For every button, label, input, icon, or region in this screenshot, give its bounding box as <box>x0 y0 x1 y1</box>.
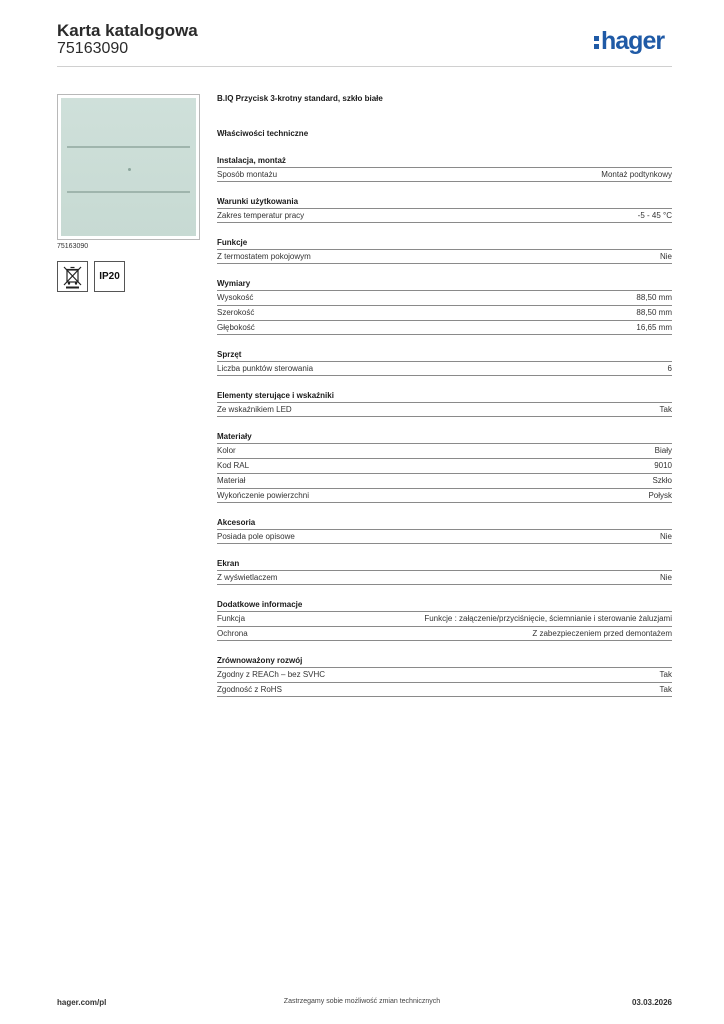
spec-row <box>217 208 672 223</box>
product-image <box>57 94 200 240</box>
spec-rows <box>217 167 672 182</box>
spec-value: 6 <box>667 364 672 373</box>
ip-rating-badge: IP20 <box>94 261 125 292</box>
spec-value: Montaż podtynkowy <box>601 170 672 179</box>
spec-value: Funkcje : załączenie/przyciśnięcie, ściemnianie i sterowanie żaluzjami <box>424 614 672 623</box>
spec-rows <box>217 667 672 697</box>
spec-rows <box>217 529 672 544</box>
spec-value: Połysk <box>648 491 672 500</box>
section-title: Materiały <box>217 432 252 441</box>
document-title: Karta katalogowa <box>57 21 198 40</box>
spec-rows <box>217 249 672 264</box>
spec-value: Biały <box>654 446 672 455</box>
spec-section <box>217 599 672 641</box>
section-title: Instalacja, montaż <box>217 156 286 165</box>
section-title: Dodatkowe informacje <box>217 600 303 609</box>
spec-section <box>217 196 672 223</box>
spec-value: Nie <box>659 252 672 261</box>
spec-value: 88,50 mm <box>636 293 672 302</box>
spec-rows <box>217 290 672 335</box>
spec-label: Zgodny z REACh – bez SVHC <box>217 670 326 679</box>
spec-label: Wykończenie powierzchni <box>217 491 309 500</box>
spec-row <box>217 529 672 544</box>
spec-section <box>217 558 672 585</box>
spec-value: 9010 <box>654 461 672 470</box>
section-title: Elementy sterujące i wskaźniki <box>217 391 334 400</box>
key-separator <box>67 146 190 148</box>
brand-logo <box>594 26 664 56</box>
spec-section <box>217 278 672 335</box>
spec-row <box>217 611 672 626</box>
spec-rows <box>217 570 672 585</box>
spec-row <box>217 570 672 585</box>
spec-value: -5 - 45 °C <box>637 211 672 220</box>
section-title: Funkcje <box>217 238 248 247</box>
spec-value: Tak <box>659 405 672 414</box>
spec-label: Głębokość <box>217 323 255 332</box>
spec-section <box>217 390 672 417</box>
spec-row <box>217 249 672 264</box>
spec-label: Sposób montażu <box>217 170 278 179</box>
footer-date: 03.03.2026 <box>631 998 672 1007</box>
logo-text: hager <box>601 27 665 55</box>
section-title: Zrównoważony rozwój <box>217 656 303 665</box>
spec-row <box>217 305 672 320</box>
spec-label: Liczba punktów sterowania <box>217 364 314 373</box>
spec-row <box>217 443 672 458</box>
spec-label: Posiada pole opisowe <box>217 532 295 541</box>
spec-value: Szkło <box>652 476 672 485</box>
spec-rows <box>217 443 672 503</box>
spec-row <box>217 290 672 305</box>
spec-section <box>217 349 672 376</box>
section-title: Ekran <box>217 559 240 568</box>
section-title: Akcesoria <box>217 518 256 527</box>
spec-label: Kod RAL <box>217 461 250 470</box>
spec-section <box>217 517 672 544</box>
specifications <box>217 92 672 697</box>
header-divider <box>57 66 672 67</box>
spec-value: 88,50 mm <box>636 308 672 317</box>
section-title: Warunki użytkowania <box>217 197 299 206</box>
section-title: Sprzęt <box>217 350 242 359</box>
spec-value: Nie <box>659 532 672 541</box>
crossed-out-bin-icon <box>57 261 88 292</box>
spec-value: Z zabezpieczeniem przed demontażem <box>532 629 672 638</box>
technical-properties-heading: Właściwości techniczne <box>217 129 309 138</box>
spec-label: Ochrona <box>217 629 248 638</box>
spec-label: Materiał <box>217 476 246 485</box>
spec-row <box>217 402 672 417</box>
spec-label: Zgodność z RoHS <box>217 685 282 694</box>
product-image-code: 75163090 <box>57 243 89 250</box>
weee-symbol <box>58 262 87 291</box>
logo-colon-icon <box>594 32 599 50</box>
spec-row <box>217 361 672 376</box>
spec-sections <box>217 155 672 697</box>
key-separator <box>67 191 190 193</box>
spec-value: Nie <box>659 573 672 582</box>
glass-panel <box>61 98 196 236</box>
spec-row <box>217 667 672 682</box>
spec-label: Wysokość <box>217 293 254 302</box>
footer-website: hager.com/pl <box>57 998 107 1007</box>
spec-row <box>217 458 672 473</box>
spec-label: Zakres temperatur pracy <box>217 211 305 220</box>
spec-value: 16,65 mm <box>636 323 672 332</box>
led-indicator <box>128 168 131 171</box>
spec-rows <box>217 361 672 376</box>
spec-rows <box>217 611 672 641</box>
spec-row <box>217 626 672 641</box>
spec-label: Kolor <box>217 446 236 455</box>
product-name: B.IQ Przycisk 3-krotny standard, szkło białe <box>217 94 383 103</box>
spec-section <box>217 237 672 264</box>
spec-rows <box>217 208 672 223</box>
spec-section <box>217 155 672 182</box>
spec-value: Tak <box>659 685 672 694</box>
spec-label: Ze wskaźnikiem LED <box>217 405 292 414</box>
spec-label: Funkcja <box>217 614 246 623</box>
section-title: Wymiary <box>217 279 251 288</box>
spec-label: Z termostatem pokojowym <box>217 252 311 261</box>
spec-section <box>217 431 672 503</box>
spec-section <box>217 655 672 697</box>
footer-disclaimer: Zastrzegamy sobie możliwość zmian technicznych <box>283 998 441 1005</box>
spec-label: Z wyświetlaczem <box>217 573 278 582</box>
spec-row <box>217 320 672 335</box>
spec-value: Tak <box>659 670 672 679</box>
spec-row <box>217 488 672 503</box>
spec-label: Szerokość <box>217 308 255 317</box>
document-code: 75163090 <box>57 40 129 57</box>
spec-row <box>217 682 672 697</box>
spec-rows <box>217 402 672 417</box>
spec-row <box>217 167 672 182</box>
spec-row <box>217 473 672 488</box>
